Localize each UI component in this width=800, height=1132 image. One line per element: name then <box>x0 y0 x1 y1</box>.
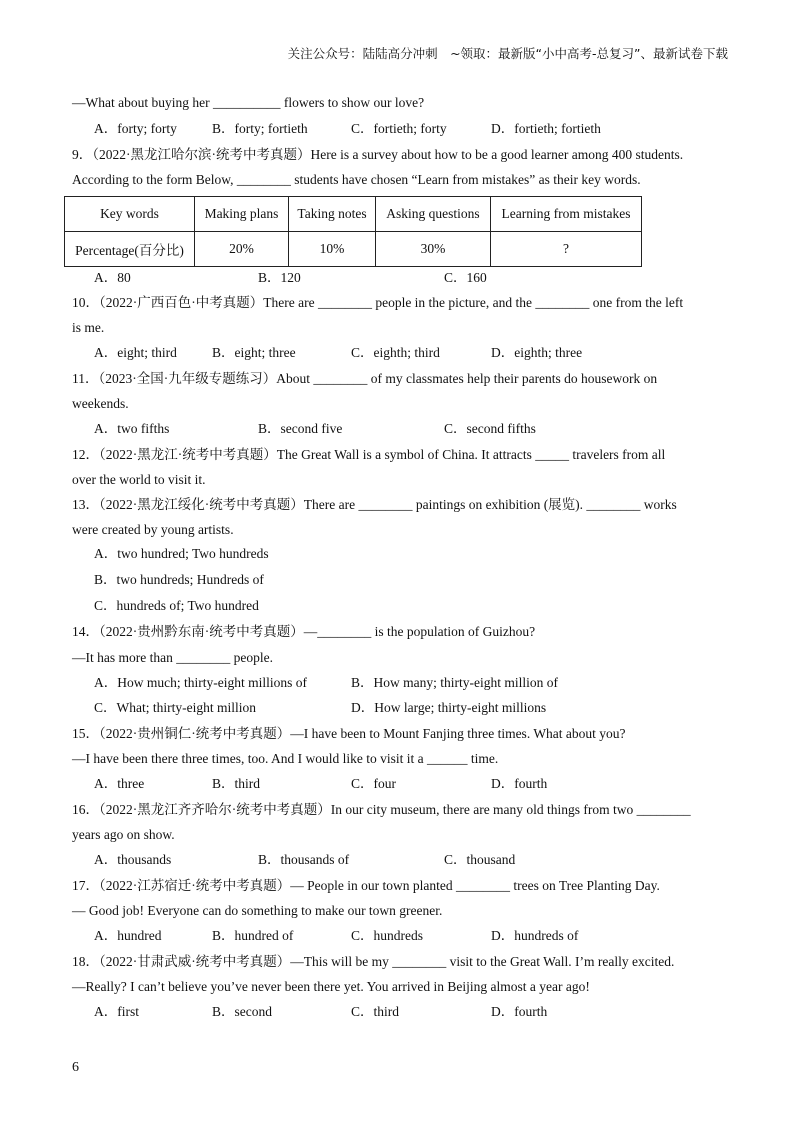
option: C．third <box>351 1004 400 1019</box>
table-header-cell: Making plans <box>195 197 289 232</box>
question-text: 14．（2022·贵州黔东南·统考中考真题）—________ is the population of Guizhou? <box>72 624 536 639</box>
question-text: years ago on show. <box>72 827 175 842</box>
option: A．two hundred; Two hundreds <box>94 546 269 561</box>
option: C．160 <box>444 270 487 285</box>
question-text: —I have been there three times, too. And I would like to visit it a ______ time. <box>72 751 499 766</box>
option: C．hundreds <box>351 928 423 943</box>
option: B．thousands of <box>258 852 350 867</box>
option: D．fourth <box>491 776 548 791</box>
page-number: 6 <box>72 1060 79 1075</box>
question-text: 10．（2022·广西百色·中考真题）There are ________ people in the picture, and the ________ one from the left <box>72 295 684 310</box>
option: A．two fifths <box>94 421 170 436</box>
table-header-cell: Taking notes <box>289 197 376 232</box>
option: C．second fifths <box>444 421 536 436</box>
option: B．third <box>212 776 261 791</box>
question-text: 12．（2022·黑龙江·统考中考真题）The Great Wall is a symbol of China. It attracts _____ travelers from all <box>72 447 666 462</box>
option: D．eighth; three <box>491 345 583 360</box>
option: C．What; thirty-eight million <box>94 700 256 715</box>
option: C．four <box>351 776 396 791</box>
table-cell: 10% <box>289 232 376 267</box>
question-text: is me. <box>72 320 105 335</box>
table-cell: ? <box>491 232 642 267</box>
question-text: 9．（2022·黑龙江哈尔滨·统考中考真题）Here is a survey about how to be a good learner among 400 students. <box>72 147 684 162</box>
option: B．120 <box>258 270 301 285</box>
option: A．three <box>94 776 145 791</box>
option: B．How many; thirty-eight million of <box>351 675 558 690</box>
option: B．hundred of <box>212 928 294 943</box>
table-cell: 30% <box>376 232 491 267</box>
question-text: —It has more than ________ people. <box>72 650 273 665</box>
question-text: — Good job! Everyone can do something to make our town greener. <box>72 903 443 918</box>
option: C．thousand <box>444 852 516 867</box>
option: D．fourth <box>491 1004 548 1019</box>
question-text: 16．（2022·黑龙江齐齐哈尔·统考中考真题）In our city museum, there are many old things from two ________ <box>72 802 691 817</box>
option: D．fortieth; fortieth <box>491 121 601 136</box>
question-text: 18．（2022·甘肃武威·统考中考真题）—This will be my ________ visit to the Great Wall. I’m really excited. <box>72 954 675 969</box>
option: A．forty; forty <box>94 121 177 136</box>
question-text: 11．（2023·全国·九年级专题练习）About ________ of my classmates help their parents do housework on <box>72 371 658 386</box>
question-text: According to the form Below, ________ students have chosen “Learn from mistakes” as their key words. <box>72 172 641 187</box>
option: A．hundred <box>94 928 162 943</box>
option: A．80 <box>94 270 131 285</box>
question-text: 17．（2022·江苏宿迁·统考中考真题）— People in our town planted ________ trees on Tree Planting Day. <box>72 878 660 893</box>
option: B．forty; fortieth <box>212 121 308 136</box>
question-text: —Really? I can’t believe you’ve never been there yet. You arrived in Beijing almost a year ago! <box>72 979 590 994</box>
question-text: —What about buying her __________ flowers to show our love? <box>72 95 425 110</box>
option: D．hundreds of <box>491 928 579 943</box>
option: C．eighth; third <box>351 345 440 360</box>
option: B．two hundreds; Hundreds of <box>94 572 264 587</box>
page-header: 关注公众号：陆陆高分冲刺 ~领取：最新版“小中高考-总复习”、最新试卷下载 <box>287 46 728 61</box>
option: C．fortieth; forty <box>351 121 447 136</box>
question-text: over the world to visit it. <box>72 472 206 487</box>
survey-table <box>64 196 642 267</box>
table-cell: Percentage(百分比) <box>65 232 195 267</box>
option: A．How much; thirty-eight millions of <box>94 675 307 690</box>
table-cell: 20% <box>195 232 289 267</box>
option: A．eight; third <box>94 345 177 360</box>
table-header-cell: Learning from mistakes <box>491 197 642 232</box>
table-header-cell: Key words <box>65 197 195 232</box>
option: A．thousands <box>94 852 172 867</box>
option: C．hundreds of; Two hundred <box>94 598 259 613</box>
question-text: weekends. <box>72 396 129 411</box>
option: B．second <box>212 1004 272 1019</box>
question-text: 13．（2022·黑龙江绥化·统考中考真题）There are ________ paintings on exhibition (展览). ________ works <box>72 497 677 512</box>
option: B．second five <box>258 421 343 436</box>
option: A．first <box>94 1004 139 1019</box>
table-header-cell: Asking questions <box>376 197 491 232</box>
option: D．How large; thirty-eight millions <box>351 700 547 715</box>
question-text: 15．（2022·贵州铜仁·统考中考真题）—I have been to Mount Fanjing three times. What about you? <box>72 726 626 741</box>
option: B．eight; three <box>212 345 296 360</box>
question-text: were created by young artists. <box>72 522 234 537</box>
